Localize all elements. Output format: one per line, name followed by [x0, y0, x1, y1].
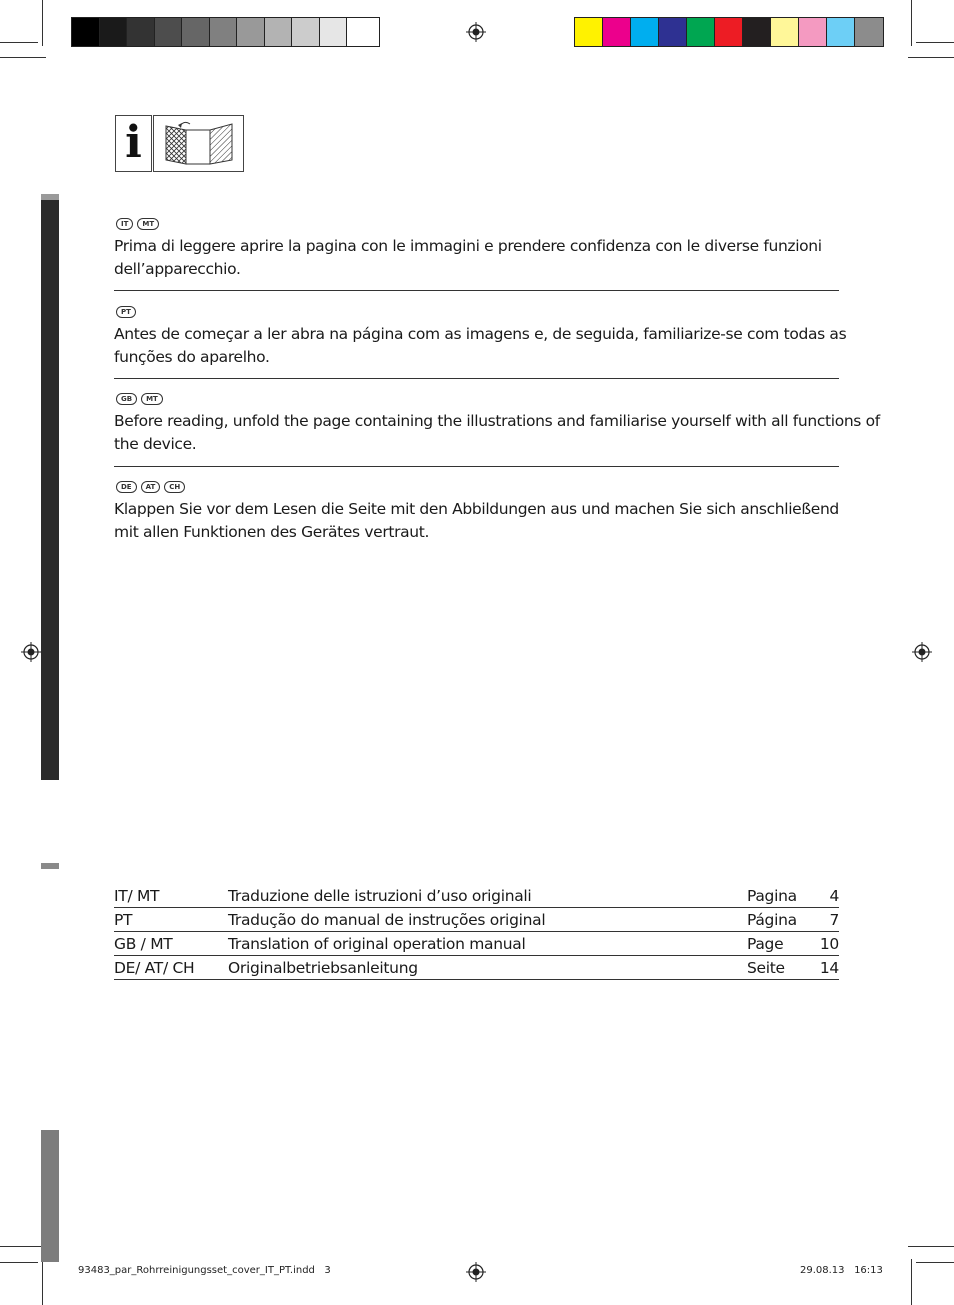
crop-mark: [0, 1246, 46, 1247]
language-badges-it-mt: [116, 218, 159, 230]
color-swatch: [575, 18, 603, 46]
instruction-text-pt: Antes de começar a ler abra na página com as imagens e, de seguida, familiarize-se com todas as funções do aparelho.: [114, 325, 847, 366]
color-swatch: [715, 18, 743, 46]
toc-language: DE/ AT/ CH: [114, 956, 228, 980]
color-swatch: [127, 18, 155, 46]
language-badges-gb-mt: [116, 393, 163, 405]
crop-mark: [42, 0, 43, 46]
toc-title: Translation of original operation manual: [228, 932, 747, 956]
color-swatch: [100, 18, 128, 46]
crop-mark: [0, 42, 38, 43]
toc-page-number: 4: [807, 884, 839, 908]
unfold-illustration-icon: [154, 116, 243, 171]
toc-title: Originalbetriebsanleitung: [228, 956, 747, 980]
toc-row: [114, 908, 839, 932]
color-swatch: [659, 18, 687, 46]
crop-mark: [916, 1262, 954, 1263]
color-swatch: [827, 18, 855, 46]
toc-page-number: 14: [807, 956, 839, 980]
table-of-contents: [114, 884, 839, 980]
color-swatch: [72, 18, 100, 46]
side-strip-bottom: [41, 1130, 59, 1262]
color-swatch: [155, 18, 183, 46]
info-icon: [115, 115, 152, 172]
toc-language: GB / MT: [114, 932, 228, 956]
language-badges-de-at-ch: [116, 481, 185, 493]
language-badge: MT: [137, 218, 159, 230]
toc-page-label: Página: [747, 908, 807, 932]
language-badge: PT: [116, 306, 136, 318]
crop-mark: [42, 1259, 43, 1305]
language-badge: AT: [141, 481, 161, 493]
instruction-text-it: Prima di leggere aprire la pagina con le immagini e prendere confidenza con le diverse funzioni dell’apparecchio.: [114, 237, 822, 278]
toc-page-label: Pagina: [747, 884, 807, 908]
color-swatch: [292, 18, 320, 46]
crop-mark: [0, 1262, 38, 1263]
color-swatch: [237, 18, 265, 46]
toc-title: Tradução do manual de instruções original: [228, 908, 747, 932]
language-badge: GB: [116, 393, 137, 405]
crop-mark: [0, 57, 46, 58]
color-swatch: [687, 18, 715, 46]
section-divider: [114, 290, 839, 291]
crop-mark: [908, 1246, 954, 1247]
footer-date: 29.08.13 16:13: [800, 1265, 883, 1276]
color-swatch: [855, 18, 883, 46]
toc-row: [114, 884, 839, 908]
color-swatch: [799, 18, 827, 46]
registration-mark-icon: [912, 642, 932, 662]
foldout-page-icon: [153, 115, 244, 172]
color-swatch: [320, 18, 348, 46]
color-swatch: [771, 18, 799, 46]
toc-title: Traduzione delle istruzioni d’uso originali: [228, 884, 747, 908]
registration-mark-icon: [466, 22, 486, 42]
toc-page-number: 10: [807, 932, 839, 956]
color-swatch: [347, 18, 375, 46]
language-badge: IT: [116, 218, 133, 230]
side-strip-dark: [41, 194, 59, 780]
color-swatch: [265, 18, 293, 46]
instruction-text-de: Klappen Sie vor dem Lesen die Seite mit den Abbildungen aus und machen Sie sich anschließend mit allen Funktionen des Gerätes vertraut.: [114, 500, 839, 541]
crop-mark: [911, 1259, 912, 1305]
toc-page-label: Page: [747, 932, 807, 956]
crop-mark: [911, 0, 912, 46]
language-badge: MT: [141, 393, 163, 405]
side-strip-top-light: [41, 194, 59, 200]
language-badge: CH: [164, 481, 185, 493]
color-swatch: [631, 18, 659, 46]
color-swatch: [210, 18, 238, 46]
grayscale-color-bar: [71, 17, 380, 47]
language-badges-pt: [116, 306, 136, 318]
toc-row: [114, 932, 839, 956]
crop-mark: [916, 42, 954, 43]
toc-language: IT/ MT: [114, 884, 228, 908]
instruction-text-gb: Before reading, unfold the page containing the illustrations and familiarise yourself with all functions of the device.: [114, 412, 880, 453]
registration-mark-icon: [21, 642, 41, 662]
language-badge: DE: [116, 481, 137, 493]
toc-language: PT: [114, 908, 228, 932]
footer-file-name: 93483_par_Rohrreinigungsset_cover_IT_PT.indd 3: [78, 1265, 331, 1276]
color-swatch: [182, 18, 210, 46]
info-glyph: i: [125, 117, 142, 168]
toc-row: [114, 956, 839, 980]
section-divider: [114, 378, 839, 379]
process-color-bar: [574, 17, 884, 47]
toc-page-label: Seite: [747, 956, 807, 980]
section-divider: [114, 466, 839, 467]
registration-mark-icon: [466, 1262, 486, 1282]
toc-page-number: 7: [807, 908, 839, 932]
color-swatch: [743, 18, 771, 46]
side-strip-small: [41, 863, 59, 869]
color-swatch: [603, 18, 631, 46]
crop-mark: [908, 57, 954, 58]
